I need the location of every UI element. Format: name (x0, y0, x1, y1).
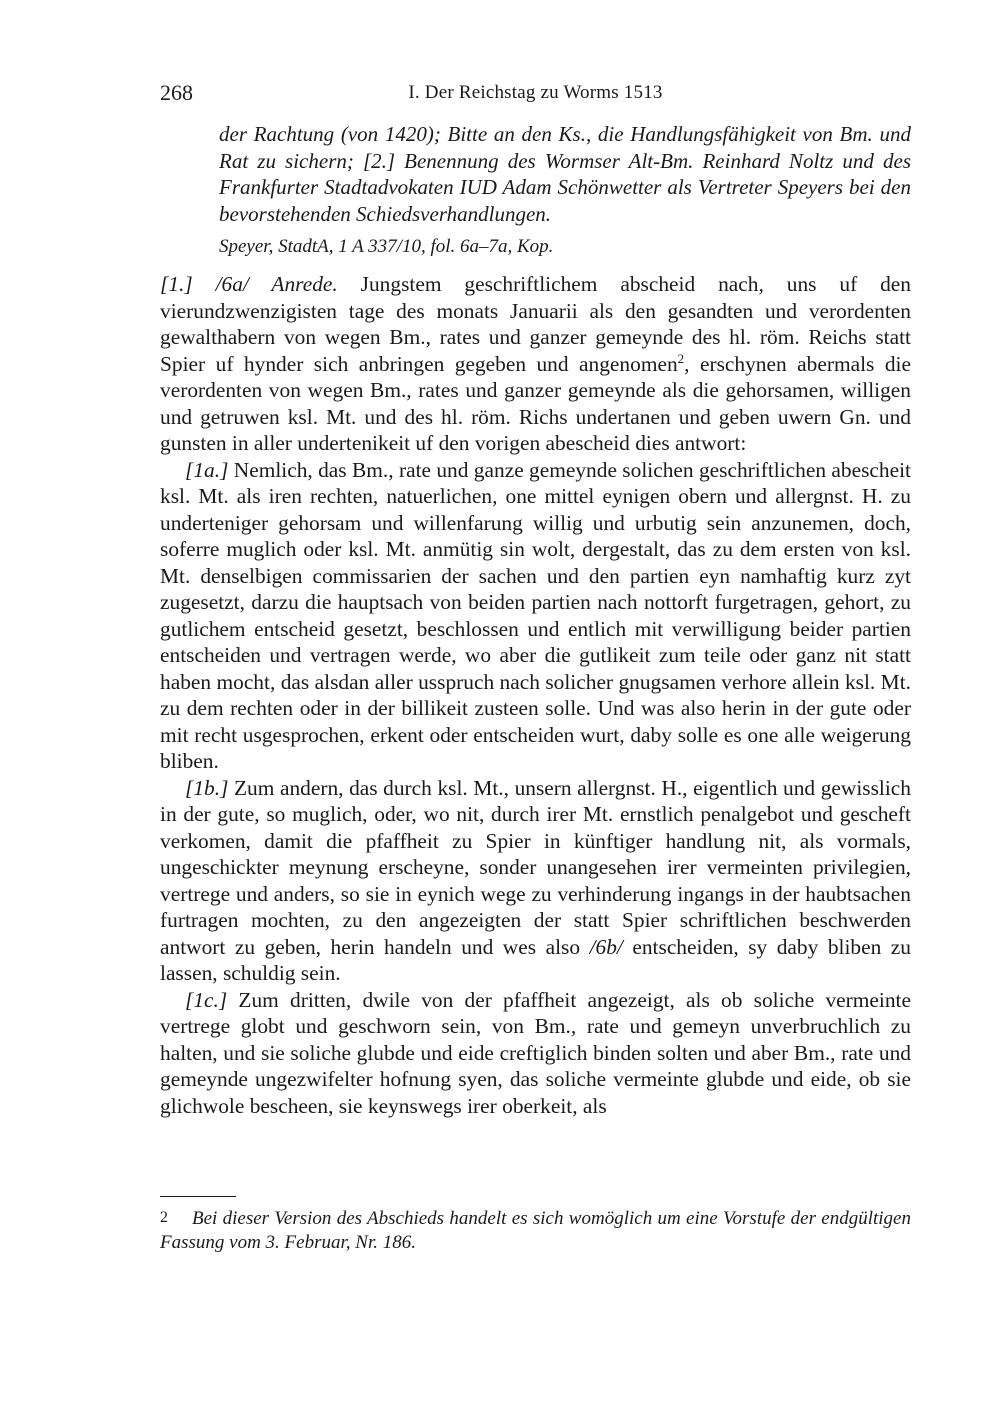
paragraph-1a (160, 457, 911, 775)
source-citation: Speyer, StadtA, 1 A 337/10, fol. 6a–7a, Kop. (219, 236, 554, 257)
paragraph-1b (160, 775, 911, 987)
section-marker: [1b.] (185, 775, 229, 800)
running-title: I. Der Reichstag zu Worms 1513 (408, 82, 663, 103)
paragraph-text: Jungstem geschriftlichem abscheid nach, uns uf den vierundzwenzigisten tage des monats Januarii als den gesandten und verordenten gewalthabern von wegen Bm., rates und ganzer gemeynde des hl. röm. Reichs statt Spier uf hynder sich anbringen gegeben und angenomen (160, 272, 911, 376)
paragraph-text: entscheiden, sy daby bliben zu lassen, schuldig sein. (160, 934, 911, 985)
section-marker: [1.] /6a/ Anrede. (160, 272, 338, 296)
footnote-divider (160, 1196, 236, 1197)
regest-summary: der Rachtung (von 1420); Bitte an den Ks., die Handlungsfähigkeit von Bm. und Rat zu sichern; [2.] Benennung des Wormser Alt-Bm. Reinhard Noltz und des Frankfurter Stadtadvokaten IUD Adam Schönwetter als Vertreter Speyers bei den bevorstehenden Schiedsverhandlungen. (219, 122, 911, 226)
paragraph-text: Zum dritten, dwile von der pfaffheit angezeigt, als ob soliche vermeinte vertrege globt und geschworn sein, von Bm., rate und gemeyn unverbruchlich zu halten, und sie soliche glubde und eide creftiglich binden solten und aber Bm., rate und gemeynde ungezwifelter hofnung syen, das soliche vermeinte glubde und eide, ob sie glichwole bescheen, sie keynswegs irer oberkeit, als (160, 987, 911, 1118)
paragraph-1 (160, 271, 911, 457)
paragraph-text: , erschynen abermals die verordenten von wegen Bm., rates und ganzer gemeynde als die gehorsamen, willigen und getruwen ksl. Mt. und des hl. röm. Richs undertanen und geben uwern Gn. und gunsten in aller undertenikeit uf den vorigen abescheid dies antwort: (160, 351, 911, 455)
page-number: 268 (160, 80, 193, 105)
folio-marker: /6b/ (589, 934, 623, 959)
page-header (160, 80, 911, 110)
section-marker: [1a.] (185, 457, 229, 482)
paragraph-1c (160, 987, 911, 1120)
footnote-number: 2 (160, 1209, 168, 1226)
section-marker: [1c.] (185, 987, 228, 1012)
main-text (160, 271, 911, 1119)
footnote-text: Bei dieser Version des Abschieds handelt es sich womöglich um eine Vorstufe der endgültigen Fassung vom 3. Februar, Nr. 186. (160, 1208, 911, 1253)
footnote-reference[interactable]: 2 (677, 350, 685, 366)
paragraph-text: Zum andern, das durch ksl. Mt., unsern allergnst. H., eigentlich und gewisslich in der gute, so muglich, oder, wo nit, durch irer Mt. ernstlich penalgebot und gescheft verkomen, damit die pfaffheit zu Spier in künftiger handlung nit, als vormals, ungeschickter meynung erscheyne, sonder unangesehen irer vermeinten privilegien, vertrege und anders, so sie in eynich wege zu verhinderung ingangs in der haubtsachen furtragen mochten, zu den angezeigten der statt Spier schriftlichen beschwerden antwort zu geben, herin handeln und wes also (160, 775, 911, 959)
footnote (160, 1206, 911, 1255)
paragraph-text: Nemlich, das Bm., rate und ganze gemeynde solichen geschriftlichen abescheit ksl. Mt. als iren rechten, natuerlichen, one mittel eynigen obern und allergnst. H. zu underteniger gehorsam und willenfarung willig und urbutig sein anzunemen, doch, soferre muglich oder ksl. Mt. anmütig sin wolt, dergestalt, das zu dem ersten von ksl. Mt. denselbigen commissarien der sachen und den partien eyn namhaftig kurz zyt zugesetzt, darzu die hauptsach von beiden partien nach nottorft furgetragen, gehort, zu gutlichem entscheid gesetzt, beschlossen und entlich mit verwilligung beider partien entscheiden und vertragen werde, wo aber die gutlikeit zum teile oder ganz nit statt haben mocht, das alsdan aller usspruch nach solicher gnugsamen verhore allein ksl. Mt. zu dem rechten oder in der billikeit zusteen solle. Und was also herin in der gute oder mit recht usgesprochen, erkent oder entscheiden wurt, daby solle es one alle weigerung bliben. (160, 457, 911, 773)
